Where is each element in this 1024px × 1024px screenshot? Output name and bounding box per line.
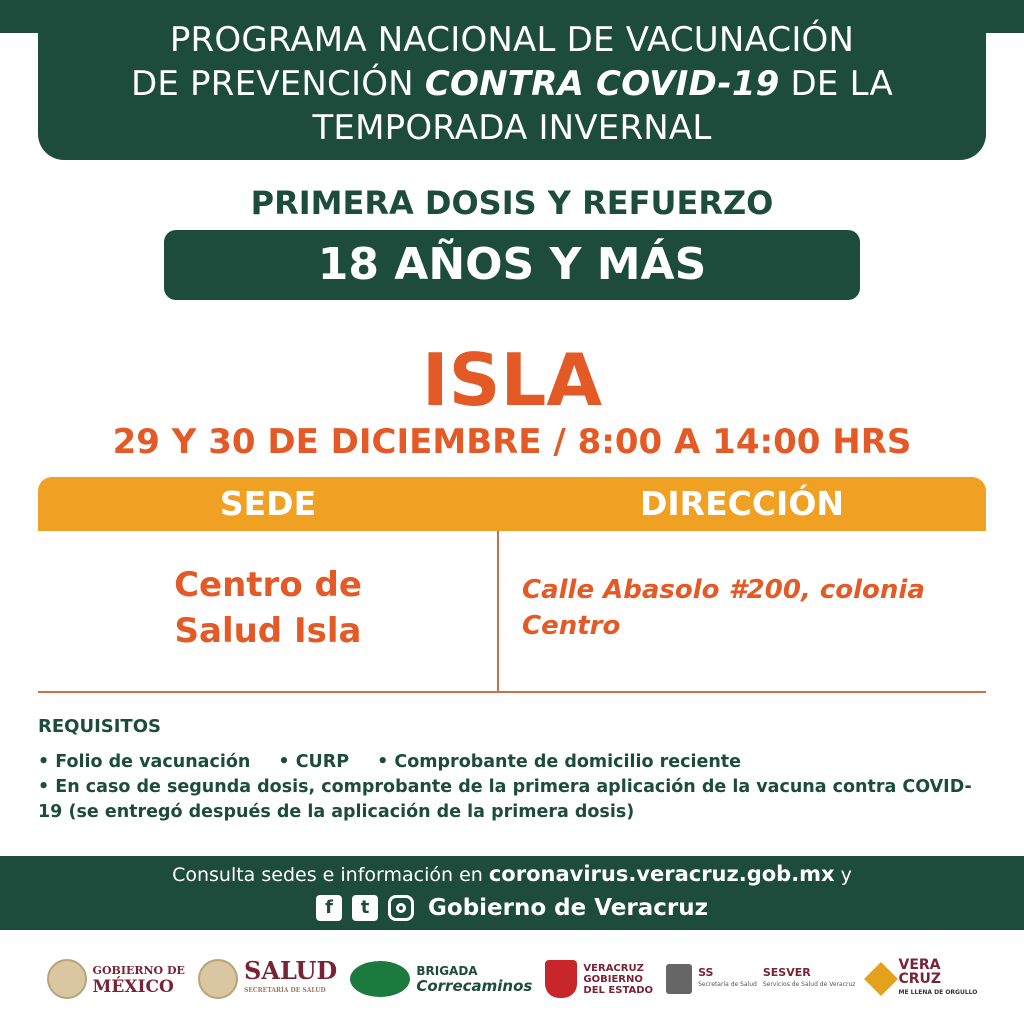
requirements-row [38,750,988,775]
veracruz-line-3: DEL ESTADO [583,984,654,996]
req-note: • En caso de segunda dosis, comprobante de la primera aplicación de la vacuna contra COVID-19 (se entregó después de la aplicación de la primera dosis) [38,777,972,822]
brigada-bottom: Correcaminos [416,977,533,995]
gobierno-mexico-logo [47,959,185,999]
vc-text [899,958,978,1000]
program-title [38,0,986,160]
sede-cell [38,562,498,654]
brigada-top: BRIGADA [416,964,478,978]
gobierno-veracruz-label: Gobierno de Veracruz [428,895,708,921]
veracruz-gobierno-logo [545,960,653,998]
vc-tagline: ME LLENA DE ORGULLO [898,989,978,996]
veracruz-pattern-icon [864,962,898,996]
title-line-2-post: DE LA [779,64,894,104]
ss-label: SS [698,966,714,979]
gm-small: GOBIERNO DE [92,964,185,977]
req-domicilio: • Comprobante de domicilio reciente [377,752,742,772]
instagram-icon[interactable] [388,895,414,921]
gobierno-mexico-text [93,963,185,995]
ss-emblem-icon [666,964,692,994]
table-divider-bottom [38,691,986,693]
eagle-seal-icon [47,959,87,999]
consult-text [0,856,1024,887]
salud-seal-icon [198,959,238,999]
brigada-text [416,964,532,994]
sesver-sub: Servicios de Salud de Veracruz [762,981,856,988]
roadrunner-icon [350,961,410,997]
requirements-list [38,750,988,825]
gm-big: MÉXICO [92,977,174,997]
salud-logo [198,956,338,999]
ss-sub: Secretaría de Salud [698,981,757,988]
sede-line-2: Salud Isla [174,611,362,651]
age-badge: 18 AÑOS Y MÁS [164,230,860,300]
title-line-2-pre: DE PREVENCIÓN [130,64,425,104]
sede-line-1: Centro de [174,565,362,605]
salud-small: SECRETARÍA DE SALUD [243,987,326,994]
date-time: 29 Y 30 DE DICIEMBRE / 8:00 A 14:00 HRS [112,422,912,462]
title-line-2 [38,62,986,106]
salud-big: SALUD [243,956,338,985]
req-folio: • Folio de vacunación [38,752,251,772]
consult-url[interactable]: coronavirus.veracruz.gob.mx [488,862,835,886]
title-line-2-emphasis: CONTRA COVID-19 [424,64,780,104]
brigada-logo [350,961,532,997]
sesver-label: SESVER [762,966,811,979]
ss-text [698,967,757,991]
header-direccion: DIRECCIÓN [639,484,844,523]
veracruz-shield-icon [545,960,577,998]
salud-text [243,956,338,999]
veracruz-line-1: VERACRUZ [583,962,644,974]
veracruz-text [583,963,653,996]
footer-band [0,856,1024,930]
veracruz-line-2: GOBIERNO [583,973,643,985]
title-line-3: TEMPORADA INVERNAL [312,108,712,148]
table-header [38,477,986,531]
place-name: ISLA [421,338,603,422]
vc-line-1: VERA [898,957,941,973]
req-curp: • CURP [278,752,350,772]
dose-subtitle: PRIMERA DOSIS Y REFUERZO [250,184,774,222]
requirements-title: REQUISITOS [38,716,161,737]
vc-line-2: CRUZ [898,971,942,987]
header-sede: SEDE [219,484,317,523]
sesver-text [763,967,856,991]
social-row [0,895,1024,921]
consult-pre: Consulta sedes e información en [172,864,489,886]
twitter-icon[interactable]: t [352,895,378,921]
facebook-icon[interactable]: f [316,895,342,921]
ss-sesver-logo [666,964,855,994]
title-line-1: PROGRAMA NACIONAL DE VACUNACIÓN [169,20,855,60]
logos-row [0,944,1024,1014]
veracruz-brand-logo [869,958,978,1000]
direccion-cell: Calle Abasolo #200, colonia Centro [522,575,925,641]
consult-post: y [834,864,852,886]
